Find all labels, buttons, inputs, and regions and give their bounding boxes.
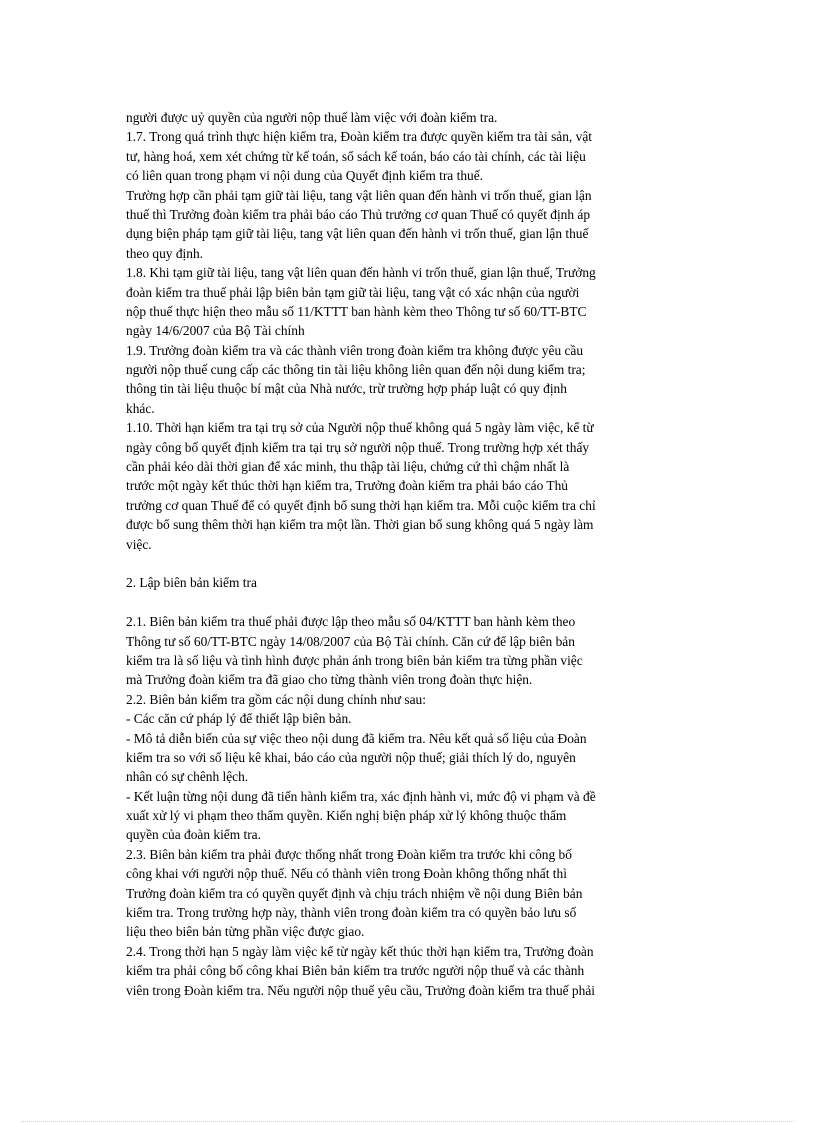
- text-line: kiểm tra so với số liệu kê khai, báo cáo của người nộp thuế; giải thích lý do, nguyên: [126, 749, 576, 765]
- text-line: mà Trưởng đoàn kiểm tra đã giao cho từng thành viên trong đoàn thực hiện.: [126, 672, 533, 688]
- text-line: người nộp thuế cung cấp các thông tin tài liệu không liên quan đến nội dung kiểm tra;: [126, 362, 586, 378]
- text-line: - Kết luận từng nội dung đã tiến hành kiểm tra, xác định hành vi, mức độ vi phạm và đề: [126, 788, 596, 804]
- page-bottom-divider: [22, 1121, 794, 1122]
- text-line: nhân có sự chênh lệch.: [126, 769, 249, 785]
- text-line: tư, hàng hoá, xem xét chứng từ kế toán, sổ sách kế toán, báo cáo tài chính, các tài liệu: [126, 148, 586, 164]
- text-line: - Các căn cứ pháp lý để thiết lập biên bản.: [126, 711, 352, 727]
- text-line: kiểm tra là số liệu và tình hình được phản ánh trong biên bản kiểm tra từng phần việc: [126, 652, 583, 668]
- text-line: ngày 14/6/2007 của Bộ Tài chính: [126, 323, 305, 339]
- text-line: trước một ngày kết thúc thời hạn kiểm tra, Trưởng đoàn kiểm tra phải báo cáo Thủ: [126, 478, 568, 494]
- text-line: nộp thuế thực hiện theo mẫu số 11/KTTT ban hành kèm theo Thông tư số 60/TT-BTC: [126, 303, 587, 319]
- text-line: 2.2. Biên bản kiểm tra gồm các nội dung chính như sau:: [126, 691, 426, 707]
- blank-line: [126, 554, 692, 573]
- text-line: ngày công bố quyết định kiểm tra tại trụ sở người nộp thuế. Trong trường hợp xét thấy: [126, 439, 590, 455]
- text-line: 2.1. Biên bản kiểm tra thuế phải được lập theo mẫu số 04/KTTT ban hành kèm theo: [126, 614, 576, 630]
- text-line: 2.3. Biên bản kiểm tra phải được thống nhất trong Đoàn kiểm tra trước khi công bố: [126, 846, 572, 862]
- text-line: 1.7. Trong quá trình thực hiện kiểm tra, Đoàn kiểm tra được quyền kiểm tra tài sản, vật: [126, 129, 592, 145]
- text-line: khác.: [126, 400, 155, 416]
- text-line: 1.9. Trưởng đoàn kiểm tra và các thành viên trong đoàn kiểm tra không được yêu cầu: [126, 342, 584, 358]
- text-line: cần phải kéo dài thời gian để xác minh, thu thập tài liệu, chứng cứ thì chậm nhất là: [126, 459, 570, 475]
- text-line: - Mô tả diễn biến của sự việc theo nội dung đã kiểm tra. Nêu kết quả số liệu của Đoàn: [126, 730, 587, 746]
- text-line: có liên quan trong phạm vi nội dung của Quyết định kiểm tra thuế.: [126, 168, 484, 184]
- text-line: thuế thì Trưởng đoàn kiểm tra phải báo cáo Thủ trưởng cơ quan Thuế có quyết định áp: [126, 206, 591, 222]
- text-line: theo quy định.: [126, 245, 203, 261]
- text-line: công khai với người nộp thuế. Nếu có thành viên trong Đoàn không thống nhất thì: [126, 866, 567, 882]
- text-line: Trường hợp cần phải tạm giữ tài liệu, tang vật liên quan đến hành vi trốn thuế, gian lận: [126, 187, 592, 203]
- text-line: kiểm tra. Trong trường hợp này, thành viên trong đoàn kiểm tra có quyền bảo lưu số: [126, 905, 577, 921]
- text-line: dụng biện pháp tạm giữ tài liệu, tang vật liên quan đến hành vi trốn thuế, gian lận thuế: [126, 226, 589, 242]
- text-line: 1.8. Khi tạm giữ tài liệu, tang vật liên quan đến hành vi trốn thuế, gian lận thuế, Trưởng: [126, 265, 596, 281]
- blank-line: [126, 593, 692, 612]
- text-line: Trưởng đoàn kiểm tra có quyền quyết định và chịu trách nhiệm về nội dung Biên bản: [126, 885, 583, 901]
- text-line: 1.10. Thời hạn kiểm tra tại trụ sở của Người nộp thuế không quá 5 ngày làm việc, kể từ: [126, 420, 594, 436]
- text-line: quyền của đoàn kiểm tra.: [126, 827, 261, 843]
- text-line: việc.: [126, 536, 152, 552]
- text-line: được bổ sung thêm thời hạn kiểm tra một lần. Thời gian bổ sung không quá 5 ngày làm: [126, 517, 594, 533]
- text-line: người được uỷ quyền của người nộp thuế làm việc với đoàn kiểm tra.: [126, 110, 498, 125]
- text-line: Thông tư số 60/TT-BTC ngày 14/08/2007 của Bộ Tài chính. Căn cứ để lập biên bản: [126, 633, 575, 649]
- text-line: trưởng cơ quan Thuế để có quyết định bổ sung thời hạn kiểm tra. Mỗi cuộc kiểm tra chỉ: [126, 497, 596, 513]
- text-line: thông tin tài liệu thuộc bí mật của Nhà nước, trừ trường hợp pháp luật có quy định: [126, 381, 567, 397]
- text-line: 2. Lập biên bản kiểm tra: [126, 575, 257, 591]
- text-line: xuất xử lý vi phạm theo thẩm quyền. Kiến nghị biện pháp xử lý không thuộc thẩm: [126, 808, 567, 824]
- text-line: 2.4. Trong thời hạn 5 ngày làm việc kể từ ngày kết thúc thời hạn kiểm tra, Trưởng đoàn: [126, 943, 594, 959]
- text-line: viên trong Đoàn kiểm tra. Nếu người nộp thuế yêu cầu, Trưởng đoàn kiểm tra thuế phải: [126, 982, 595, 998]
- document-page: [126, 108, 692, 1000]
- text-line: đoàn kiểm tra thuế phải lập biên bản tạm giữ tài liệu, tang vật có xác nhận của người: [126, 284, 580, 300]
- text-line: liệu theo biên bản từng phần việc được giao.: [126, 924, 365, 940]
- text-line: kiểm tra phải công bố công khai Biên bản kiểm tra trước người nộp thuế và các thành: [126, 963, 585, 979]
